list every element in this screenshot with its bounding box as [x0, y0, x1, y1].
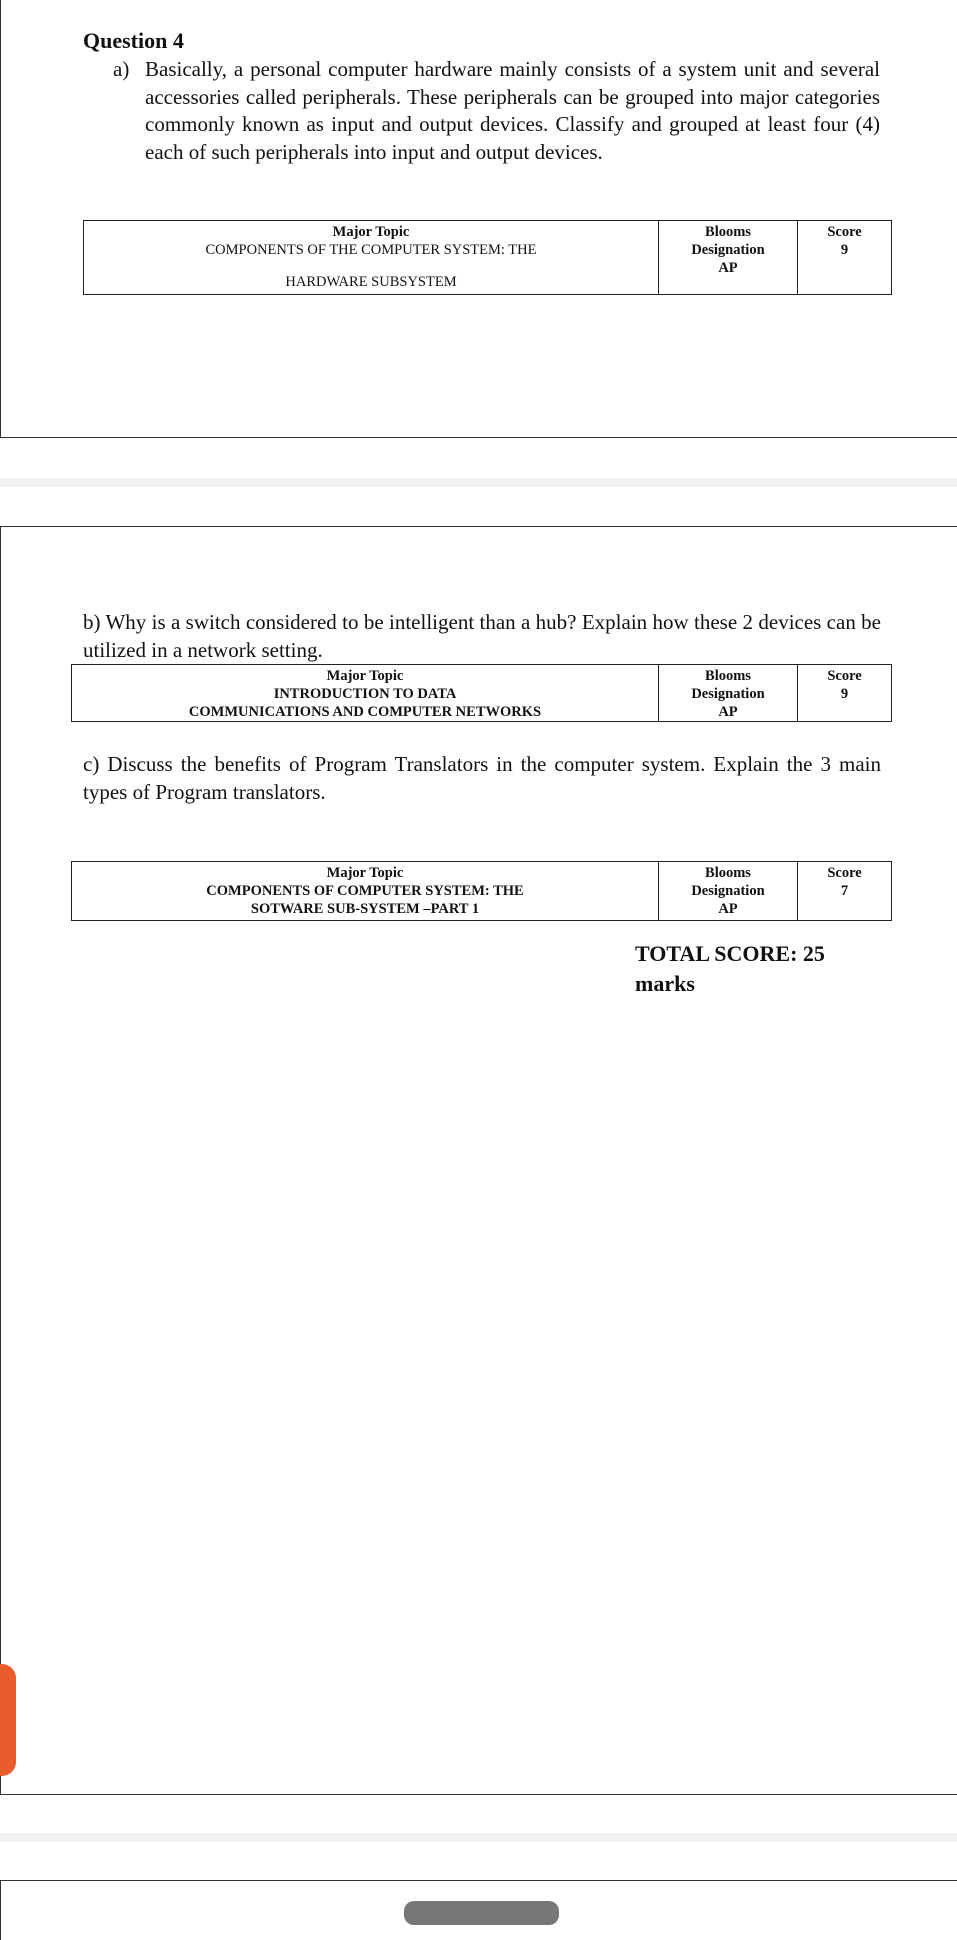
- major-topic-cell: [72, 665, 659, 722]
- total-score: [635, 939, 825, 999]
- blooms-cell: [659, 221, 798, 295]
- major-topic-header: Major Topic: [326, 668, 404, 684]
- major-topic-cell: [84, 221, 659, 295]
- document-page-2: [0, 526, 957, 1795]
- major-topic-header: Major Topic: [332, 224, 410, 240]
- part-a-text: Basically, a personal computer hardware mainly consists of a system unit and several accessories called peripherals. These peripherals can be grouped into major categories commonly known as input and output devices. Classify and grouped at least four (4) each of such peripherals into input and output devices.: [145, 57, 880, 164]
- blooms-header-1: Blooms: [705, 224, 751, 240]
- total-score-line-2: marks: [635, 971, 695, 996]
- score-header: Score: [827, 865, 862, 881]
- document-page-1: [0, 0, 957, 438]
- major-topic-line-2: COMMUNICATIONS AND COMPUTER NETWORKS: [188, 704, 542, 720]
- blooms-header-2: Designation: [691, 686, 765, 702]
- question-title: Question 4: [83, 28, 184, 53]
- part-b-text: b) Why is a switch considered to be intelligent than a hub? Explain how these 2 devices can be utilized in a network setting.: [83, 610, 881, 662]
- major-topic-line-1: INTRODUCTION TO DATA: [273, 686, 457, 702]
- score-value: 9: [840, 242, 849, 258]
- major-topic-line-1: COMPONENTS OF THE COMPUTER SYSTEM: THE: [205, 242, 537, 258]
- part-c-topic-table: [71, 861, 892, 921]
- blooms-header-2: Designation: [691, 242, 765, 258]
- major-topic-line-1: COMPONENTS OF COMPUTER SYSTEM: THE: [206, 883, 524, 899]
- blooms-cell: [659, 665, 798, 722]
- major-topic-line-2: HARDWARE SUBSYSTEM: [285, 274, 457, 290]
- total-score-line-1: TOTAL SCORE: 25: [635, 941, 825, 966]
- blooms-cell: [659, 862, 798, 921]
- score-value: 9: [840, 686, 849, 702]
- score-header: Score: [827, 668, 862, 684]
- part-c-text: c) Discuss the benefits of Program Translators in the computer system. Explain the 3 main types of Program translators.: [83, 752, 881, 804]
- blooms-header-2: Designation: [691, 883, 765, 899]
- blooms-header-1: Blooms: [705, 668, 751, 684]
- part-a-topic-table: [83, 220, 892, 295]
- blooms-value: AP: [718, 704, 738, 720]
- side-tab-handle[interactable]: [0, 1664, 16, 1776]
- score-header: Score: [827, 224, 862, 240]
- score-cell: [798, 221, 892, 295]
- page-gap: [0, 478, 957, 487]
- blooms-header-1: Blooms: [705, 865, 751, 881]
- score-value: 7: [840, 883, 849, 899]
- score-cell: [798, 665, 892, 722]
- page-gap: [0, 1833, 957, 1842]
- major-topic-header: Major Topic: [326, 865, 404, 881]
- blooms-value: AP: [718, 260, 738, 276]
- major-topic-line-2: SOTWARE SUB-SYSTEM –PART 1: [250, 901, 480, 917]
- major-topic-cell: [72, 862, 659, 921]
- blooms-value: AP: [718, 901, 738, 917]
- part-b-topic-table: [71, 664, 892, 722]
- score-cell: [798, 862, 892, 921]
- part-a-label: a): [113, 57, 130, 81]
- scroll-handle[interactable]: [404, 1901, 559, 1925]
